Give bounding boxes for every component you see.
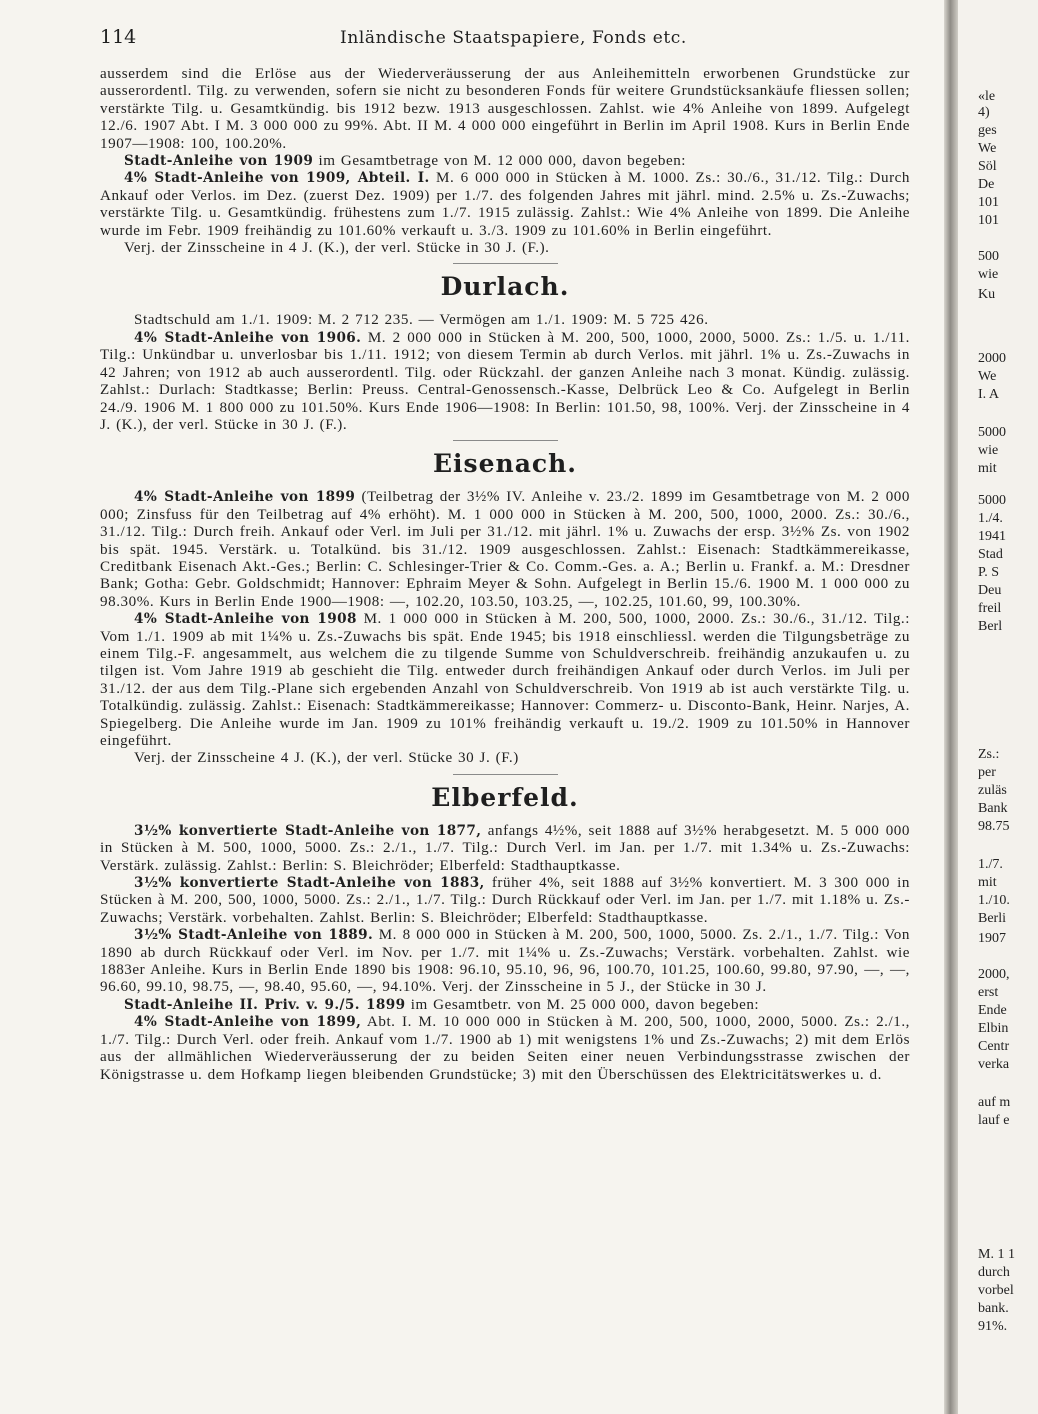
margin-fragment: per [978, 765, 996, 780]
margin-fragment: verka [978, 1057, 1010, 1072]
margin-fragment: 2000, [978, 967, 1010, 982]
margin-fragment: 4) [978, 105, 990, 120]
margin-fragment: Söl [978, 159, 997, 174]
margin-fragment: 1./10. [978, 893, 1010, 908]
loan-heading: 4% Stadt-Anleihe von 1899, [134, 1014, 362, 1031]
margin-fragment: Stad [978, 547, 1003, 562]
book-gutter [944, 0, 958, 1414]
loan-heading: 4% Stadt-Anleihe von 1909, Abteil. I. [124, 170, 430, 187]
section-divider [453, 774, 558, 775]
elberfeld-loan-ii-priv [100, 997, 910, 1014]
loan-text: M. 8 000 000 in Stücken à M. 200, 500, 1000, 5000. Zs. 2./1., 1./7. Tilg.: Von 1890 ab durch Rückkauf oder Verl. im Nov. per 1./7. mit 1¼% u. Zs.-Zuwachs; Verstärk. vorbehalten. Zahlst. wie 1883er Anleihe. Kurs in Berlin Ende 1890 bis 1908: 96.10, 95.10, 96, 96, 100.70, 101.25, 100.60, 99.80, 97.90, —, —, 96.60, 99.10, 98.75, —, 98.40, 95.60, —, 94.10%. Verj. der Zinsscheine in 5 J., der Stücke in 30 J. [100, 927, 910, 996]
margin-fragment: freil [978, 601, 1002, 616]
margin-fragment: auf m [978, 1095, 1011, 1110]
loan-heading: Stadt-Anleihe von 1909 [124, 153, 314, 170]
elberfeld-loan-1877 [100, 823, 910, 875]
eisenach-loan-1908 [100, 611, 910, 750]
loan-text: Abt. I. M. 10 000 000 in Stücken à M. 200, 500, 1000, 2000, 5000. Zs.: 2./1., 1./7. Tilg.: Durch Verl. oder freih. Ankauf vom 1./7. 1900 ab 1) mit wenigstens 1% und Zs.-Zuwachs; 2) mit dem Erlös aus der allmählichen Wiederveräusserung der zu beiden Seiten einer neuen Verbindungsstrasse zwischen der Königstrasse u. dem Hofkamp liegen bleibenden Grundstücke; 3) mit den Überschüssen des Elektricitätswerkes u. d. [100, 1014, 910, 1083]
margin-fragment: lauf e [978, 1113, 1010, 1128]
section-divider [453, 263, 558, 264]
margin-fragment: 2000 [978, 351, 1006, 366]
page-header [100, 26, 920, 56]
loan-heading: 3½% konvertierte Stadt-Anleihe von 1877, [134, 822, 482, 839]
margin-fragment: zuläs [978, 783, 1007, 798]
margin-fragment: De [978, 177, 995, 192]
loan-text: früher 4%, seit 1888 auf 3½% konvertiert. M. 3 300 000 in Stücken à M. 200, 500, 1000, 5000. Zs.: 2./1., 1./7. Tilg.: Durch Rückkauf oder Verl. im Jan. per 1./7. mit 1.18% u. Zs.-Zuwachs; Verstärk. vorbehalten. Zahlst. Berlin: S. Bleichröder; Elberfeld: Stadthauptkasse. [100, 875, 910, 926]
margin-fragment: Centr [978, 1039, 1010, 1054]
margin-fragment: 1907 [978, 931, 1006, 946]
loan-heading: 4% Stadt-Anleihe von 1908 [134, 611, 357, 628]
elberfeld-loan-1883 [100, 875, 910, 927]
paragraph-continued: ausserdem sind die Erlöse aus der Wiederveräusserung der aus Anleihemitteln erworbenen Grundstücke zur ausserordentl. Tilg. zu verwenden, sofern sie nicht zu besonderen Fonds für weitere Grundstücksankäufe fliessen sollen; verstärkte Tilg. u. Gesamtkündig. bis 1912 bezw. 1913 ausgeschlossen. Zahlst. wie 4% Anleihe von 1899. Aufgelegt 12./6. 1907 Abt. I M. 3 000 000 zu 99%. Abt. II M. 4 000 000 eingeführt in Berlin im April 1908. Kurs in Berlin Ende 1907—1908: 100, 100.20%. [100, 66, 910, 152]
loan-heading: 4% Stadt-Anleihe von 1899 [134, 489, 356, 506]
margin-fragment: «le [978, 89, 996, 104]
margin-fragment: 91%. [978, 1319, 1008, 1334]
margin-fragment: wie [978, 267, 999, 282]
durlach-loan-1906 [100, 330, 910, 434]
loan-text: M. 6 000 000 in Stücken à M. 1000. Zs.: 30./6., 31./12. Tilg.: Durch Ankauf oder Verlos. im Dez. (zuerst Dez. 1909) per 1./7. des folgenden Jahres mit jährl. mind. 2.5% u. Zs.-Zuwachs; verstärkte Tilg. u. Gesamtkündig. frühestens zum 1./7. 1915 zulässig. Zahlst.: Wie 4% Anleihe von 1899. Die Anleihe wurde im Febr. 1909 freihändig zu 101.60% verkauft u. 3./3. 1909 zu 101.60% in Berlin eingeführt. [100, 170, 911, 239]
margin-fragment: M. 1 1 [978, 1247, 1015, 1262]
verjaehrung-line: Verj. der Zinsscheine in 4 J. (K.), der verl. Stücke in 30 J. (F.). [124, 240, 550, 257]
paragraph-loan-1909-abt1 [100, 170, 910, 240]
margin-fragment: 101 [978, 195, 999, 210]
durlach-intro: Stadtschuld am 1./1. 1909: M. 2 712 235. — Vermögen am 1./1. 1909: M. 5 725 426. [134, 312, 709, 329]
margin-fragment: Ende [978, 1003, 1007, 1018]
loan-text: anfangs 4½%, seit 1888 auf 3½% herabgesetzt. M. 5 000 000 in Stücken à M. 500, 1000, 5000. Zs.: 2./1., 1./7. Tilg.: Durch Verl. im Jan. per 1./7. mit 1.34% u. Zs.-Zuwachs: Verstärk. zulässig. Zahlst.: Berlin: S. Bleichröder; Elberfeld: Stadthauptkasse. [100, 822, 910, 874]
margin-fragment: 5000 [978, 425, 1006, 440]
margin-fragment: 1./7. [978, 857, 1003, 872]
margin-fragment: 1./4. [978, 511, 1003, 526]
margin-fragment: 5000 [978, 493, 1006, 508]
margin-fragment: 101 [978, 213, 999, 228]
margin-fragment: 98.75 [978, 819, 1010, 834]
loan-heading: Stadt-Anleihe II. Priv. v. 9./5. 1899 [124, 996, 406, 1013]
margin-fragment: We [978, 141, 997, 156]
section-divider [453, 440, 558, 441]
margin-fragment: erst [978, 985, 999, 1000]
loan-text: M. 1 000 000 in Stücken à M. 200, 500, 1000, 2000. Zs.: 30./6., 31./12. Tilg.: Vom 1./1. 1909 ab mit 1¼% u. Zs.-Zuwachs bis spät. Ende 1945; bis 1918 einschliessl. werden die Tilgungsbeträge zu einem Tilg.-F. angesammelt, aus welchem die zu tilgende Summe von Schuldverschreib. freihändig anzukaufen u. zu tilgen ist. Vom Jahre 1919 ab geschieht die Tilg. entweder durch freihändigen Ankauf oder durch Verlos. im Juli per 31./12. der aus dem Tilg.-Plane sich ergebenden Anzahl von Schuldverschreib. Von 1919 ab ist auch verstärkte Tilg. u. Totalkündig. zulässig. Zahlst.: Eisenach: Stadtkämmereikasse; Hannover: Commerz- u. Disconto-Bank, Heinr. Narjes, A. Spiegelberg. Die Anleihe wurde im Jan. 1909 zu 101% freihändig verkauft u. 19./2. 1909 zu 101.50% in Hannover eingeführt. [100, 611, 910, 749]
margin-fragment: ges [978, 123, 997, 138]
margin-fragment: I. A [978, 387, 999, 402]
running-title: Inländische Staatspapiere, Fonds etc. [340, 28, 687, 48]
loan-text: (Teilbetrag der 3½% IV. Anleihe v. 23./2. 1899 im Gesamtbetrage von M. 2 000 000; Zinsfuss für den Teilbetrag auf 4% erhöht). M. 1 000 000 in Stücken à M. 200, 500, 1000, 2000. Zs.: 30./6., 31./12. Tilg.: Durch freih. Ankauf oder Verl. im Juli per 31./12. mit jährl. 1% u. Zuwachs der ersp. 3½% Zs. von 1902 bis spät. 1945. Verstärk. u. Totalkünd. bis 31./12. 1909 ausgeschlossen. Zahlst.: Eisenach: Stadtkämmereikasse, Creditbank Eisenach Akt.-Ges.; Berlin: C. Schlesinger-Trier & Co. Comm.-Ges. a. A.; Berlin u. Frankf. a. M.: Dresdner Bank; Gotha: Gebr. Goldschmidt; Hannover: Ephraim Meyer & Sohn. Aufgelegt in Berlin 15./6. 1900 M. 1 000 000 zu 98.30%. Kurs in Berlin Ende 1900—1908: —, 102.20, 103.50, 103.25, —, 102.25, 101.60, 99, 100.30%. [100, 489, 910, 610]
city-heading-eisenach: Eisenach. [432, 449, 577, 479]
margin-fragment: vorbel [978, 1283, 1014, 1298]
margin-fragment: Zs.: [978, 747, 1000, 762]
verjaehrung-line: Verj. der Zinsscheine 4 J. (K.), der verl. Stücke 30 J. (F.) [134, 750, 519, 767]
loan-text: im Gesamtbetrage von M. 12 000 000, davon begeben: [313, 153, 687, 170]
margin-fragment: durch [978, 1265, 1010, 1280]
loan-heading: 3½% Stadt-Anleihe von 1889. [134, 927, 374, 944]
margin-fragment: Berl [978, 619, 1003, 634]
loan-text: im Gesamtbetr. von M. 25 000 000, davon begeben: [405, 996, 760, 1013]
margin-fragment: Elbin [978, 1021, 1009, 1036]
elberfeld-loan-1899 [100, 1014, 910, 1084]
eisenach-loan-1899 [100, 489, 910, 611]
page-body [100, 66, 910, 1084]
margin-fragment: 1941 [978, 529, 1006, 544]
city-heading-durlach: Durlach. [440, 272, 570, 302]
margin-fragment: P. S [978, 565, 1000, 580]
margin-fragment: mit [978, 461, 997, 476]
margin-fragment: wie [978, 443, 999, 458]
margin-fragment: Bank [978, 801, 1008, 816]
elberfeld-loan-1889 [100, 927, 910, 997]
loan-text: M. 2 000 000 in Stücken à M. 200, 500, 1000, 2000, 5000. Zs.: 1./5. u. 1./11. Tilg.: Unkündbar u. unverlosbar bis 1./11. 1912; von diesem Termin ab durch Verlos. mit jährl. 1% u. Zs.-Zuwachs in 42 Jahren; von 1912 ab auch ausserordentl. Tilg. oder Rückzahl. der ganzen Anleihe nach 3 monat. Kündig. zulässig. Zahlst.: Durlach: Stadtkasse; Berlin: Preuss. Central-Genossensch.-Kasse, Delbrück Leo & Co. Aufgelegt in Berlin 24./9. 1906 M. 1 800 000 zu 101.50%. Kurs Ende 1906—1908: In Berlin: 101.50, 98, 100%. Verj. der Zinsscheine in 4 J. (K.), der verl. Stücke in 30 J. (F.). [100, 329, 910, 433]
margin-fragment: 500 [978, 249, 999, 264]
margin-fragment: We [978, 369, 997, 384]
margin-fragment: bank. [978, 1301, 1009, 1316]
margin-fragment: Deu [978, 583, 1002, 598]
page-number: 114 [100, 26, 137, 48]
loan-heading: 3½% konvertierte Stadt-Anleihe von 1883, [134, 875, 485, 892]
loan-heading: 4% Stadt-Anleihe von 1906. [134, 329, 362, 346]
city-heading-elberfeld: Elberfeld. [431, 782, 579, 812]
margin-fragment: mit [978, 875, 997, 890]
paragraph-loan-1909 [100, 153, 910, 170]
margin-fragment: Ku [978, 287, 996, 302]
margin-fragment: Berli [978, 911, 1006, 926]
